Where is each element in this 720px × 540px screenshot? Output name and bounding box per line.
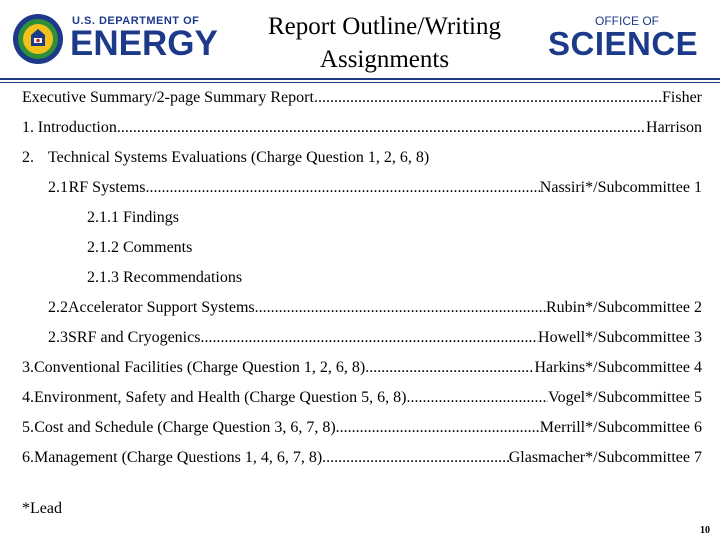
outline-item-number: 4. bbox=[22, 389, 34, 406]
outline-item-title: Executive Summary/2-page Summary Report bbox=[22, 89, 314, 106]
leader-dots bbox=[407, 387, 549, 411]
outline-item-title: Conventional Facilities (Charge Question 1, 2, 6, 8) bbox=[34, 359, 366, 376]
outline-subitem bbox=[87, 267, 702, 291]
header-divider-thin bbox=[0, 82, 720, 83]
outline-subitem bbox=[87, 237, 702, 261]
footnote-lead: *Lead bbox=[22, 500, 62, 517]
doe-seal-icon bbox=[12, 13, 64, 65]
outline-item bbox=[22, 387, 702, 411]
science-wordmark: SCIENCE bbox=[548, 25, 699, 62]
leader-dots bbox=[314, 87, 662, 111]
outline-item-assignee: Harkins*/Subcommittee 4 bbox=[534, 359, 702, 376]
outline-item-assignee: Nassiri*/Subcommittee 1 bbox=[539, 179, 702, 196]
outline-subitem bbox=[87, 207, 702, 231]
outline-item-number: 2.1 bbox=[48, 179, 68, 196]
outline-item-assignee: Rubin*/Subcommittee 2 bbox=[546, 299, 702, 316]
outline-item-title: Introduction bbox=[37, 119, 117, 136]
outline-item-assignee: Fisher bbox=[662, 89, 702, 106]
outline-item-number: 2.3 bbox=[48, 329, 68, 346]
leader-dots bbox=[117, 117, 646, 141]
doe-energy-wordmark: ENERGY bbox=[70, 24, 218, 63]
outline-item-assignee: Vogel*/Subcommittee 5 bbox=[548, 389, 702, 406]
outline-item-title: RF Systems bbox=[68, 179, 146, 196]
outline-item-title: Accelerator Support Systems bbox=[68, 299, 255, 316]
leader-dots bbox=[336, 417, 540, 441]
leader-dots bbox=[146, 177, 540, 201]
outline-item-title: 2.1.3 Recommendations bbox=[87, 269, 243, 286]
outline-item-title: Technical Systems Evaluations (Charge Question 1, 2, 6, 8) bbox=[48, 149, 430, 166]
outline-item-title: SRF and Cryogenics bbox=[68, 329, 201, 346]
leader-dots bbox=[322, 447, 509, 471]
outline-item bbox=[48, 177, 702, 201]
outline-item-number: 2.2 bbox=[48, 299, 68, 316]
outline-item-number: 6. bbox=[22, 449, 34, 466]
outline-item bbox=[48, 297, 702, 321]
outline-item-number: 1. bbox=[22, 119, 34, 136]
outline-item bbox=[48, 327, 702, 351]
outline-item-title: Cost and Schedule (Charge Question 3, 6, 7, 8) bbox=[34, 419, 336, 436]
leader-dots bbox=[255, 297, 546, 321]
outline-item-number: 2. bbox=[22, 149, 34, 166]
leader-dots bbox=[365, 357, 534, 381]
outline-item bbox=[22, 357, 702, 381]
outline-item-assignee: Merrill*/Subcommittee 6 bbox=[539, 419, 702, 436]
leader-dots bbox=[200, 327, 538, 351]
office-of-label: OFFICE OF bbox=[595, 14, 659, 28]
doe-department-label: U.S. DEPARTMENT OF bbox=[72, 15, 200, 27]
page-number: 10 bbox=[700, 525, 710, 536]
outline-item bbox=[22, 117, 702, 141]
outline-item bbox=[22, 417, 702, 441]
outline-item-title: 2.1.1 Findings bbox=[87, 209, 180, 226]
outline-item bbox=[22, 147, 702, 171]
outline-item bbox=[22, 87, 702, 111]
outline-item-title: 2.1.2 Comments bbox=[87, 239, 193, 256]
outline-item bbox=[22, 447, 702, 471]
page-title: Report Outline/Writing Assignments bbox=[268, 13, 501, 73]
slide-header bbox=[0, 0, 720, 80]
outline-item-number: 3. bbox=[22, 359, 34, 376]
outline-item-title: Management (Charge Questions 1, 4, 6, 7, 8) bbox=[34, 449, 323, 466]
outline-item-assignee: Harrison bbox=[646, 119, 702, 136]
outline-item-number: 5. bbox=[22, 419, 34, 436]
outline-item-assignee: Howell*/Subcommittee 3 bbox=[538, 329, 702, 346]
outline-item-title: Environment, Safety and Health (Charge Question 5, 6, 8) bbox=[34, 389, 407, 406]
header-divider bbox=[0, 78, 720, 80]
outline-item-assignee: Glasmacher*/Subcommittee 7 bbox=[508, 449, 702, 466]
